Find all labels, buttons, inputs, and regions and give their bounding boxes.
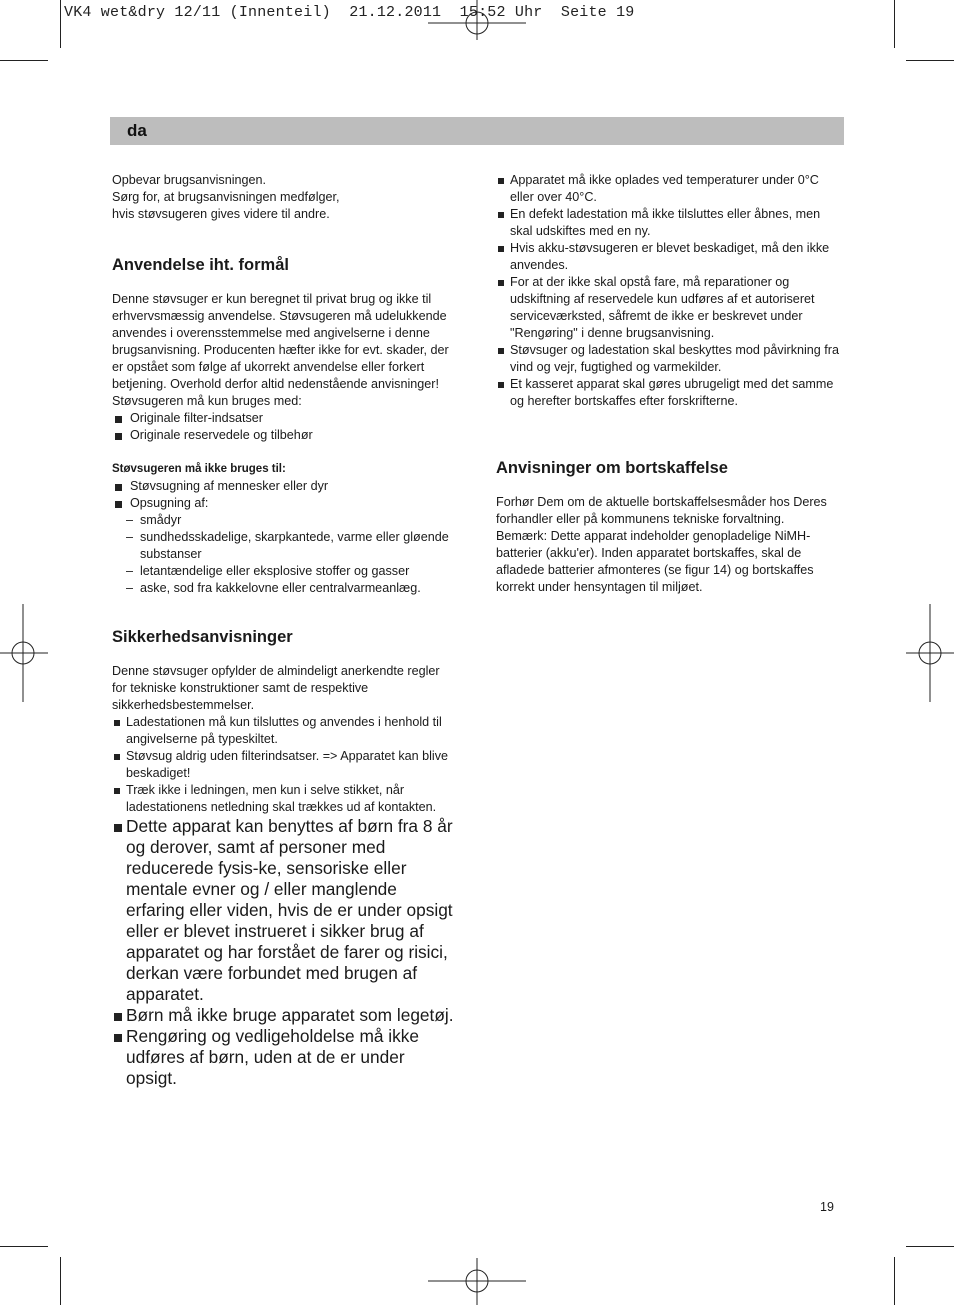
- list-item: Støvsuger og ladestation skal beskyttes mod påvirkning fra vind og vejr, fugtighed og varmekilder.: [496, 342, 841, 376]
- crop-mark: [60, 0, 61, 48]
- safety-list-continued: [496, 172, 841, 410]
- list-item: Træk ikke i ledningen, men kun i selve stikket, når ladestationens netledning skal trækkes ud af kontakten.: [112, 782, 457, 816]
- list-item: Hvis akku-støvsugeren er blevet beskadiget, må den ikke anvendes.: [496, 240, 841, 274]
- crop-mark: [60, 1257, 61, 1305]
- list-item: Apparatet må ikke oplades ved temperaturer under 0°C eller over 40°C.: [496, 172, 841, 206]
- registration-mark-right: [906, 604, 954, 702]
- safety-body: Denne støvsuger opfylder de almindeligt anerkendte regler for tekniske konstruktioner samt de respektive sikkerhedsbestemmelser.: [112, 664, 440, 712]
- list-item: Ladestationen må kun tilsluttes og anvendes i henhold til angivelserne på typeskiltet.: [112, 714, 457, 748]
- section-heading-intended-use: Anvendelse iht. formål: [112, 256, 289, 274]
- list-item: Et kasseret apparat skal gøres ubrugeligt med det samme og herefter bortskaffes efter forskrifterne.: [496, 376, 841, 410]
- registration-mark-left: [0, 604, 48, 702]
- crop-mark: [0, 60, 48, 61]
- not-use-label: Støvsugeren må ikke bruges til:: [112, 463, 286, 475]
- not-use-sublist: [112, 512, 457, 597]
- language-tag: da: [127, 121, 147, 140]
- section-heading-safety: Sikkerhedsanvisninger: [112, 628, 293, 646]
- language-bar: [110, 117, 844, 145]
- list-item: Rengøring og vedligeholdelse må ikke udføres af børn, uden at de er under opsigt.: [112, 1026, 457, 1089]
- intro-line: Opbevar brugsanvisningen.: [112, 173, 267, 187]
- disposal-para: Forhør Dem om de aktuelle bortskaffelsesmåder hos Deres forhandler eller på kommunens tekniske forvaltning.: [496, 495, 827, 526]
- list-item: Originale reservedele og tilbehør: [112, 427, 457, 444]
- list-item: En defekt ladestation må ikke tilsluttes eller åbnes, men skal udskiftes med en ny.: [496, 206, 841, 240]
- right-column: [496, 172, 841, 596]
- left-column: [112, 172, 457, 1089]
- not-use-list: [112, 478, 457, 512]
- intro-line: Sørg for, at brugsanvisningen medfølger,: [112, 190, 340, 204]
- list-item: – sundhedsskadelige, skarpkantede, varme eller gløende substanser: [112, 529, 457, 563]
- crop-mark: [894, 0, 895, 48]
- list-item: For at der ikke skal opstå fare, må reparationer og udskiftning af reservedele kun udføres af et autoriseret serviceværksted, såfremt de ikke er beskrevet under "Rengøring" i denne brugsanvisning.: [496, 274, 841, 342]
- crop-mark: [906, 60, 954, 61]
- disposal-para: Bemærk: Dette apparat indeholder genopladelige NiMH-batterier (akku'er). Inden apparatet bortskaffes, skal de afladede batterier afmonteres (se figur 14) og bortskaffes korrekt under hensyntagen til miljøet.: [496, 529, 814, 594]
- registration-mark-bottom: [428, 1258, 526, 1305]
- list-item: – smådyr: [112, 512, 457, 529]
- crop-mark: [0, 1246, 48, 1247]
- intro-line: hvis støvsugeren gives videre til andre.: [112, 207, 330, 221]
- list-item: Originale filter-indsatser: [112, 410, 457, 427]
- use-with-list: [112, 410, 457, 444]
- list-item: Støvsugning af mennesker eller dyr: [112, 478, 457, 495]
- safety-list: [112, 714, 457, 816]
- safety-list-large: [112, 816, 457, 1089]
- crop-mark: [894, 1257, 895, 1305]
- list-item: Børn må ikke bruge apparatet som legetøj.: [112, 1005, 457, 1026]
- list-item: Opsugning af:: [112, 495, 457, 512]
- list-item: – letantændelige eller eksplosive stoffer og gasser: [112, 563, 457, 580]
- section-heading-disposal: Anvisninger om bortskaffelse: [496, 459, 728, 477]
- list-item: Dette apparat kan benyttes af børn fra 8 år og derover, samt af personer med reducerede fysis-ke, sensoriske eller mentale evner og / eller manglende erfaring eller viden, hvis de er under opsigt eller er blevet instrueret i sikker brug af apparatet og har forstået de farer og risici, derkan være forbundet med brugen af apparatet.: [112, 816, 457, 1005]
- use-with-label: Støvsugeren må kun bruges med:: [112, 394, 302, 408]
- page-number: 19: [820, 1200, 834, 1214]
- list-item: Støvsug aldrig uden filterindsatser. => Apparatet kan blive beskadiget!: [112, 748, 457, 782]
- print-slug: VK4 wet&dry 12/11 (Innenteil) 21.12.2011 15:52 Uhr Seite 19: [64, 4, 635, 21]
- intended-use-body: Denne støvsuger er kun beregnet til privat brug og ikke til erhvervsmæssig anvendelse. Støvsugeren må udelukkende anvendes i overensstemmelse med angivelserne i denne brugsanvisning. Producenten hæfter ikke for evt. skader, der er opstået som følge af ukorrekt anvendelse eller forkert betjening. Overhold derfor altid nedenstående anvisninger!: [112, 292, 449, 391]
- list-item: – aske, sod fra kakkelovne eller centralvarmeanlæg.: [112, 580, 457, 597]
- crop-mark: [906, 1246, 954, 1247]
- registration-mark-top: [428, 0, 526, 40]
